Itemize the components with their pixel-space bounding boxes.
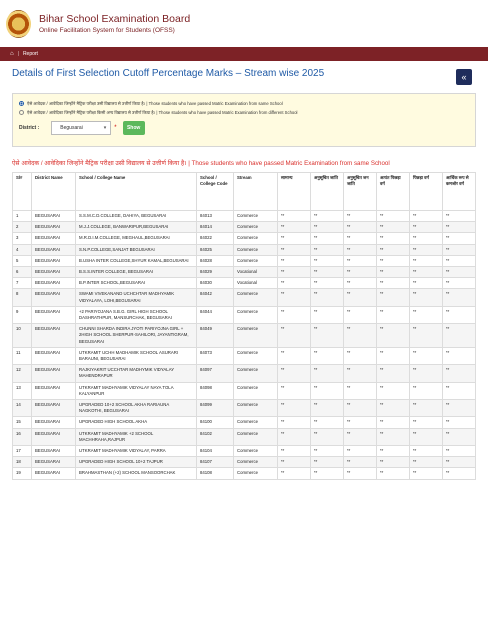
table-cell: UTKRAMIT MADHYAMIK VIDYALAY NAYA TOLA KALYANPUR — [76, 382, 197, 399]
table-cell: ** — [410, 417, 443, 428]
home-icon[interactable]: ⌂ — [10, 51, 14, 57]
table-cell: Commerce — [234, 244, 278, 255]
table-cell: BEGUSARAI — [32, 428, 76, 445]
table-cell: ** — [344, 233, 377, 244]
nav-separator: | — [17, 51, 19, 57]
table-cell: ** — [443, 417, 476, 428]
org-subtitle: Online Facilitation System for Students (OFSS) — [39, 27, 175, 34]
table-cell: ** — [377, 233, 410, 244]
table-cell: Commerce — [234, 289, 278, 306]
table-cell: ** — [278, 428, 311, 445]
table-cell: ** — [410, 211, 443, 222]
table-cell: BEGUSARAI — [32, 347, 76, 364]
table-cell: Commerce — [234, 365, 278, 382]
table-cell: ** — [278, 278, 311, 289]
table-cell: ** — [377, 211, 410, 222]
table-cell: 7 — [13, 278, 32, 289]
table-cell: Commerce — [234, 400, 278, 417]
table-cell: ** — [344, 365, 377, 382]
back-button[interactable]: « — [456, 69, 472, 85]
col-header: District Name — [32, 173, 76, 211]
radio-unselected-icon[interactable] — [19, 110, 24, 115]
table-cell: BEGUSARAI — [32, 222, 76, 233]
col-header: Sl# — [13, 173, 32, 211]
table-cell: ** — [443, 400, 476, 417]
table-cell: B.USHA INTER COLLEGE,SHYUR KAMAL,BEGUSARAI — [76, 255, 197, 266]
col-header: School / College Code — [197, 173, 234, 211]
table-cell: ** — [278, 233, 311, 244]
table-row — [13, 428, 476, 445]
district-row — [19, 121, 469, 135]
table-cell: ** — [410, 347, 443, 364]
table-cell: ** — [344, 278, 377, 289]
table-cell: ** — [377, 446, 410, 457]
table-cell: ** — [377, 417, 410, 428]
table-cell: BEGUSARAI — [32, 233, 76, 244]
table-cell: Commerce — [234, 255, 278, 266]
table-cell: ** — [410, 468, 443, 479]
table-cell: ** — [311, 468, 344, 479]
table-cell: ** — [311, 211, 344, 222]
section-title: ऐसे आवेदक / आवेदिका जिन्होंने मैट्रिक परीक्षा उसी विद्यालय से उत्तीर्ण किया है। | Those students who have passed Matric Examination from same School — [12, 160, 390, 167]
table-cell: ** — [311, 446, 344, 457]
header-text — [39, 12, 190, 35]
table-cell: ** — [410, 400, 443, 417]
table-cell: ** — [278, 417, 311, 428]
org-name: Bihar School Examination Board — [39, 13, 191, 25]
col-header: सामान्य — [278, 173, 311, 211]
table-cell: ** — [410, 457, 443, 468]
table-cell: ** — [311, 233, 344, 244]
table-cell: BEGUSARAI — [32, 289, 76, 306]
table-cell: RAJKIYAKRIT UCCHTAR MADHYMIK VIDYALAY MAHENDRAPUR — [76, 365, 197, 382]
table-cell: BEGUSARAI — [32, 417, 76, 428]
col-header: आर्थिक रूप से कमजोर वर्ग — [443, 173, 476, 211]
table-cell: ** — [311, 306, 344, 323]
col-header: School / College Name — [76, 173, 197, 211]
table-cell: BEGUSARAI — [32, 278, 76, 289]
table-cell: ** — [443, 211, 476, 222]
table-cell: 84104 — [197, 446, 234, 457]
table-row — [13, 446, 476, 457]
table-cell: 84100 — [197, 417, 234, 428]
table-cell: ** — [278, 468, 311, 479]
table-cell: ** — [278, 211, 311, 222]
table-cell: ** — [311, 428, 344, 445]
table-cell: 84044 — [197, 306, 234, 323]
table-cell: ** — [377, 289, 410, 306]
table-cell: Commerce — [234, 324, 278, 348]
table-cell: 3 — [13, 233, 32, 244]
table-row — [13, 365, 476, 382]
table-cell: ** — [443, 446, 476, 457]
col-header: अनुसूचित जन जाति — [344, 173, 377, 211]
table-cell: 84028 — [197, 255, 234, 266]
table-row — [13, 417, 476, 428]
table-cell: 84107 — [197, 457, 234, 468]
table-row — [13, 244, 476, 255]
table-cell: ** — [344, 382, 377, 399]
col-header: Stream — [234, 173, 278, 211]
table-cell: ** — [377, 324, 410, 348]
table-cell: ** — [344, 400, 377, 417]
table-cell: BEGUSARAI — [32, 446, 76, 457]
show-button[interactable]: Show — [123, 121, 145, 135]
table-cell: ** — [278, 382, 311, 399]
table-cell: 84013 — [197, 211, 234, 222]
table-cell: ** — [311, 244, 344, 255]
table-cell: ** — [311, 222, 344, 233]
table-cell: B.P.INTER SCHOOL,BEGUSARAI — [76, 278, 197, 289]
table-cell: UPGRADED HIGH SCHOOL 10+2 TAJPUR — [76, 457, 197, 468]
table-cell: ** — [443, 289, 476, 306]
table-cell: ** — [410, 365, 443, 382]
table-cell: Commerce — [234, 417, 278, 428]
table-cell: Commerce — [234, 222, 278, 233]
table-row — [13, 306, 476, 323]
table-header-row — [13, 173, 476, 211]
table-cell: 84029 — [197, 267, 234, 278]
table-cell: 17 — [13, 446, 32, 457]
table-cell: ** — [278, 446, 311, 457]
table-cell: BEGUSARAI — [32, 306, 76, 323]
table-row — [13, 233, 476, 244]
table-row — [13, 222, 476, 233]
table-cell: ** — [410, 267, 443, 278]
table-cell: 2 — [13, 222, 32, 233]
table-cell: ** — [377, 347, 410, 364]
table-cell: 1 — [13, 211, 32, 222]
table-cell: BEGUSARAI — [32, 324, 76, 348]
table-cell: ** — [410, 382, 443, 399]
table-cell: ** — [311, 347, 344, 364]
table-row — [13, 400, 476, 417]
table-row — [13, 255, 476, 266]
table-cell: ** — [278, 244, 311, 255]
table-cell: ** — [377, 222, 410, 233]
table-cell: Commerce — [234, 446, 278, 457]
table-cell: ** — [278, 267, 311, 278]
district-select-value: Begusarai — [60, 125, 83, 131]
district-label: District : — [19, 125, 40, 131]
table-cell: 16 — [13, 428, 32, 445]
table-cell: CHUNNI SHARDA INDIRA JYOTI PARIYOJNA GIRL + 2HIGH SCHOOL SHERPUR-SAHILORI, JAYANTIGRAM, BEGUSARAI — [76, 324, 197, 348]
table-row — [13, 382, 476, 399]
table-cell: 12 — [13, 365, 32, 382]
table-cell: 14 — [13, 400, 32, 417]
table-cell: Commerce — [234, 457, 278, 468]
table-cell: ** — [278, 306, 311, 323]
table-cell: ** — [443, 222, 476, 233]
table-cell: ** — [278, 289, 311, 306]
table-cell: Vocational — [234, 267, 278, 278]
table-cell: ** — [410, 289, 443, 306]
table-cell: ** — [410, 255, 443, 266]
col-header: अत्यंत पिछड़ा वर्ग — [377, 173, 410, 211]
table-cell: UTKRAMIT UCHH MADHAMIK SCHOOL ASURARI BARAUNI, BEGUSARAI — [76, 347, 197, 364]
table-cell: ** — [311, 382, 344, 399]
table-cell: ** — [377, 255, 410, 266]
table-cell: ** — [311, 324, 344, 348]
table-cell: ** — [377, 468, 410, 479]
table-cell: ** — [377, 365, 410, 382]
table-cell: ** — [311, 365, 344, 382]
table-cell: Commerce — [234, 211, 278, 222]
table-cell: 10 — [13, 324, 32, 348]
table-cell: ** — [410, 244, 443, 255]
table-cell: ** — [278, 255, 311, 266]
table-cell: ** — [344, 289, 377, 306]
table-cell: BEGUSARAI — [32, 382, 76, 399]
table-cell: ** — [377, 382, 410, 399]
option-same-school-label: ऐसे आवेदक / आवेदिका जिन्होंने मैट्रिक परीक्षा उसी विद्यालय से उत्तीर्ण किया है। | Those students who have passed Matric Examination from same School — [27, 101, 283, 106]
table-cell: ** — [377, 244, 410, 255]
table-cell: ** — [377, 457, 410, 468]
table-cell: 84099 — [197, 400, 234, 417]
table-cell: ** — [278, 347, 311, 364]
table-cell: 84098 — [197, 382, 234, 399]
table-cell: BEGUSARAI — [32, 457, 76, 468]
table-cell: ** — [443, 365, 476, 382]
table-cell: B.S.S.INTER COLLEGE, BEGUSARAI — [76, 267, 197, 278]
table-cell: ** — [278, 365, 311, 382]
table-cell: S.S.M.C.D.COLLEGE, DAHIYA, BEGUSARAI — [76, 211, 197, 222]
table-row — [13, 468, 476, 479]
table-cell: BEGUSARAI — [32, 244, 76, 255]
table-cell: ** — [344, 417, 377, 428]
table-cell: ** — [443, 457, 476, 468]
table-cell: UPGRADED HIGH SCHOOL AKHA — [76, 417, 197, 428]
table-cell: Commerce — [234, 306, 278, 323]
table-row — [13, 324, 476, 348]
table-cell: ** — [443, 278, 476, 289]
table-cell: 84042 — [197, 289, 234, 306]
table-cell: ** — [443, 244, 476, 255]
table-row — [13, 457, 476, 468]
table-cell: 11 — [13, 347, 32, 364]
chevron-down-icon: ▾ — [103, 125, 107, 131]
table-cell: ** — [443, 468, 476, 479]
table-cell: ** — [344, 306, 377, 323]
table-cell: ** — [344, 211, 377, 222]
table-cell: 6 — [13, 267, 32, 278]
table-cell: BRAHMASTHAN (+2) SCHOOL MANSOORCHAK — [76, 468, 197, 479]
table-cell: ** — [344, 347, 377, 364]
nav-report-link[interactable]: Report — [22, 51, 38, 57]
table-cell: M.J.J.COLLEGE, BANWARIPUR,BEGUSARAI — [76, 222, 197, 233]
col-header: पिछड़ा वर्ग — [410, 173, 443, 211]
table-cell: Commerce — [234, 347, 278, 364]
table-cell: ** — [443, 382, 476, 399]
title-row — [0, 61, 488, 89]
table-row — [13, 267, 476, 278]
top-navbar — [0, 47, 488, 61]
table-cell: ** — [443, 428, 476, 445]
table-cell: 84108 — [197, 468, 234, 479]
board-logo — [6, 10, 31, 38]
table-cell: ** — [311, 289, 344, 306]
table-cell: 13 — [13, 382, 32, 399]
table-cell: ** — [311, 457, 344, 468]
table-cell: 84030 — [197, 278, 234, 289]
table-cell: 84097 — [197, 365, 234, 382]
table-cell: ** — [278, 400, 311, 417]
option-different-school[interactable] — [19, 108, 469, 117]
table-cell: ** — [377, 267, 410, 278]
table-cell: ** — [443, 324, 476, 348]
table-cell: ** — [443, 233, 476, 244]
table-cell: Commerce — [234, 428, 278, 445]
table-row — [13, 289, 476, 306]
table-row — [13, 211, 476, 222]
table-cell: UTKRAMIT MADHYAMIK +2 SCHOOL MACHHRAHA,RAJPUR — [76, 428, 197, 445]
table-row — [13, 347, 476, 364]
table-cell: ** — [443, 306, 476, 323]
table-cell: ** — [344, 446, 377, 457]
table-cell: BEGUSARAI — [32, 400, 76, 417]
table-cell: ** — [311, 267, 344, 278]
table-row — [13, 278, 476, 289]
table-cell: ** — [311, 417, 344, 428]
site-header — [0, 0, 488, 47]
table-cell: ** — [311, 400, 344, 417]
table-cell: ** — [377, 428, 410, 445]
table-cell: 84014 — [197, 222, 234, 233]
table-cell: ** — [344, 255, 377, 266]
table-cell: ** — [344, 222, 377, 233]
cutoff-table — [12, 172, 476, 480]
filter-panel — [12, 93, 476, 147]
required-marker: * — [114, 125, 117, 131]
table-cell: M.R.D.I.M.COLLEGE, MEGHAUL,BEGUSARAI — [76, 233, 197, 244]
table-cell: ** — [410, 428, 443, 445]
table-cell: 84049 — [197, 324, 234, 348]
table-cell: UTKRAMIT MADHYAMIK VIDYALAY, PARRA — [76, 446, 197, 457]
table-cell: 5 — [13, 255, 32, 266]
table-cell: ** — [443, 267, 476, 278]
table-cell: SWAMI VIVEKANAND UCHCHTAR MADHYAMIK VIDYALAYA, LOHI,BEGUSARAI — [76, 289, 197, 306]
table-cell: BEGUSARAI — [32, 468, 76, 479]
table-cell: ** — [278, 457, 311, 468]
table-cell: Commerce — [234, 233, 278, 244]
table-cell: ** — [344, 244, 377, 255]
district-select[interactable] — [51, 121, 111, 135]
radio-selected-icon[interactable] — [19, 101, 24, 106]
table-cell: ** — [344, 267, 377, 278]
table-cell: ** — [311, 278, 344, 289]
table-cell: Commerce — [234, 468, 278, 479]
table-cell: 84073 — [197, 347, 234, 364]
table-cell: ** — [344, 457, 377, 468]
table-cell: ** — [377, 278, 410, 289]
col-header: अनुसूचित जाति — [311, 173, 344, 211]
table-cell: 19 — [13, 468, 32, 479]
table-cell: ** — [410, 233, 443, 244]
table-cell: 84022 — [197, 233, 234, 244]
option-different-school-label: ऐसे आवेदक / आवेदिका जिन्होंने मैट्रिक परीक्षा किसी अन्य विद्यालय से उत्तीर्ण किया है। | Those students who have passed Matric Examination from different School — [27, 110, 298, 115]
table-cell: ** — [410, 324, 443, 348]
table-cell: ** — [410, 222, 443, 233]
table-cell: Vocational — [234, 278, 278, 289]
table-cell: BEGUSARAI — [32, 255, 76, 266]
table-cell: ** — [278, 222, 311, 233]
table-cell: ** — [443, 255, 476, 266]
table-cell: 18 — [13, 457, 32, 468]
table-cell: UPGRADED 10+2 SCHOOL AKHA RARIAUNA NAGKOTHI, BEGUSARAI — [76, 400, 197, 417]
table-cell: ** — [311, 255, 344, 266]
option-same-school[interactable] — [19, 99, 469, 108]
table-cell: ** — [410, 306, 443, 323]
table-cell: 8 — [13, 289, 32, 306]
table-cell: ** — [344, 468, 377, 479]
table-cell: +2 PARIYOJANA S.B.G. GIRL HIGH SCHOOL DASHRATHPUR, MANSURCHAK, BEGUSARAI — [76, 306, 197, 323]
page-title: Details of First Selection Cutoff Percentage Marks – Stream wise 2025 — [12, 68, 325, 79]
table-cell: ** — [344, 428, 377, 445]
table-cell: 84025 — [197, 244, 234, 255]
table-cell: ** — [443, 347, 476, 364]
table-cell: ** — [344, 324, 377, 348]
table-cell: S.N.P.COLLEGE,SANJAT BEGUSARAI — [76, 244, 197, 255]
table-cell: BEGUSARAI — [32, 267, 76, 278]
table-cell: BEGUSARAI — [32, 365, 76, 382]
table-cell: ** — [377, 400, 410, 417]
table-cell: ** — [410, 446, 443, 457]
table-cell: ** — [278, 324, 311, 348]
table-cell: 9 — [13, 306, 32, 323]
table-cell: 4 — [13, 244, 32, 255]
table-cell: 84102 — [197, 428, 234, 445]
table-cell: ** — [410, 278, 443, 289]
table-cell: 15 — [13, 417, 32, 428]
table-cell: ** — [377, 306, 410, 323]
table-cell: Commerce — [234, 382, 278, 399]
table-cell: BEGUSARAI — [32, 211, 76, 222]
